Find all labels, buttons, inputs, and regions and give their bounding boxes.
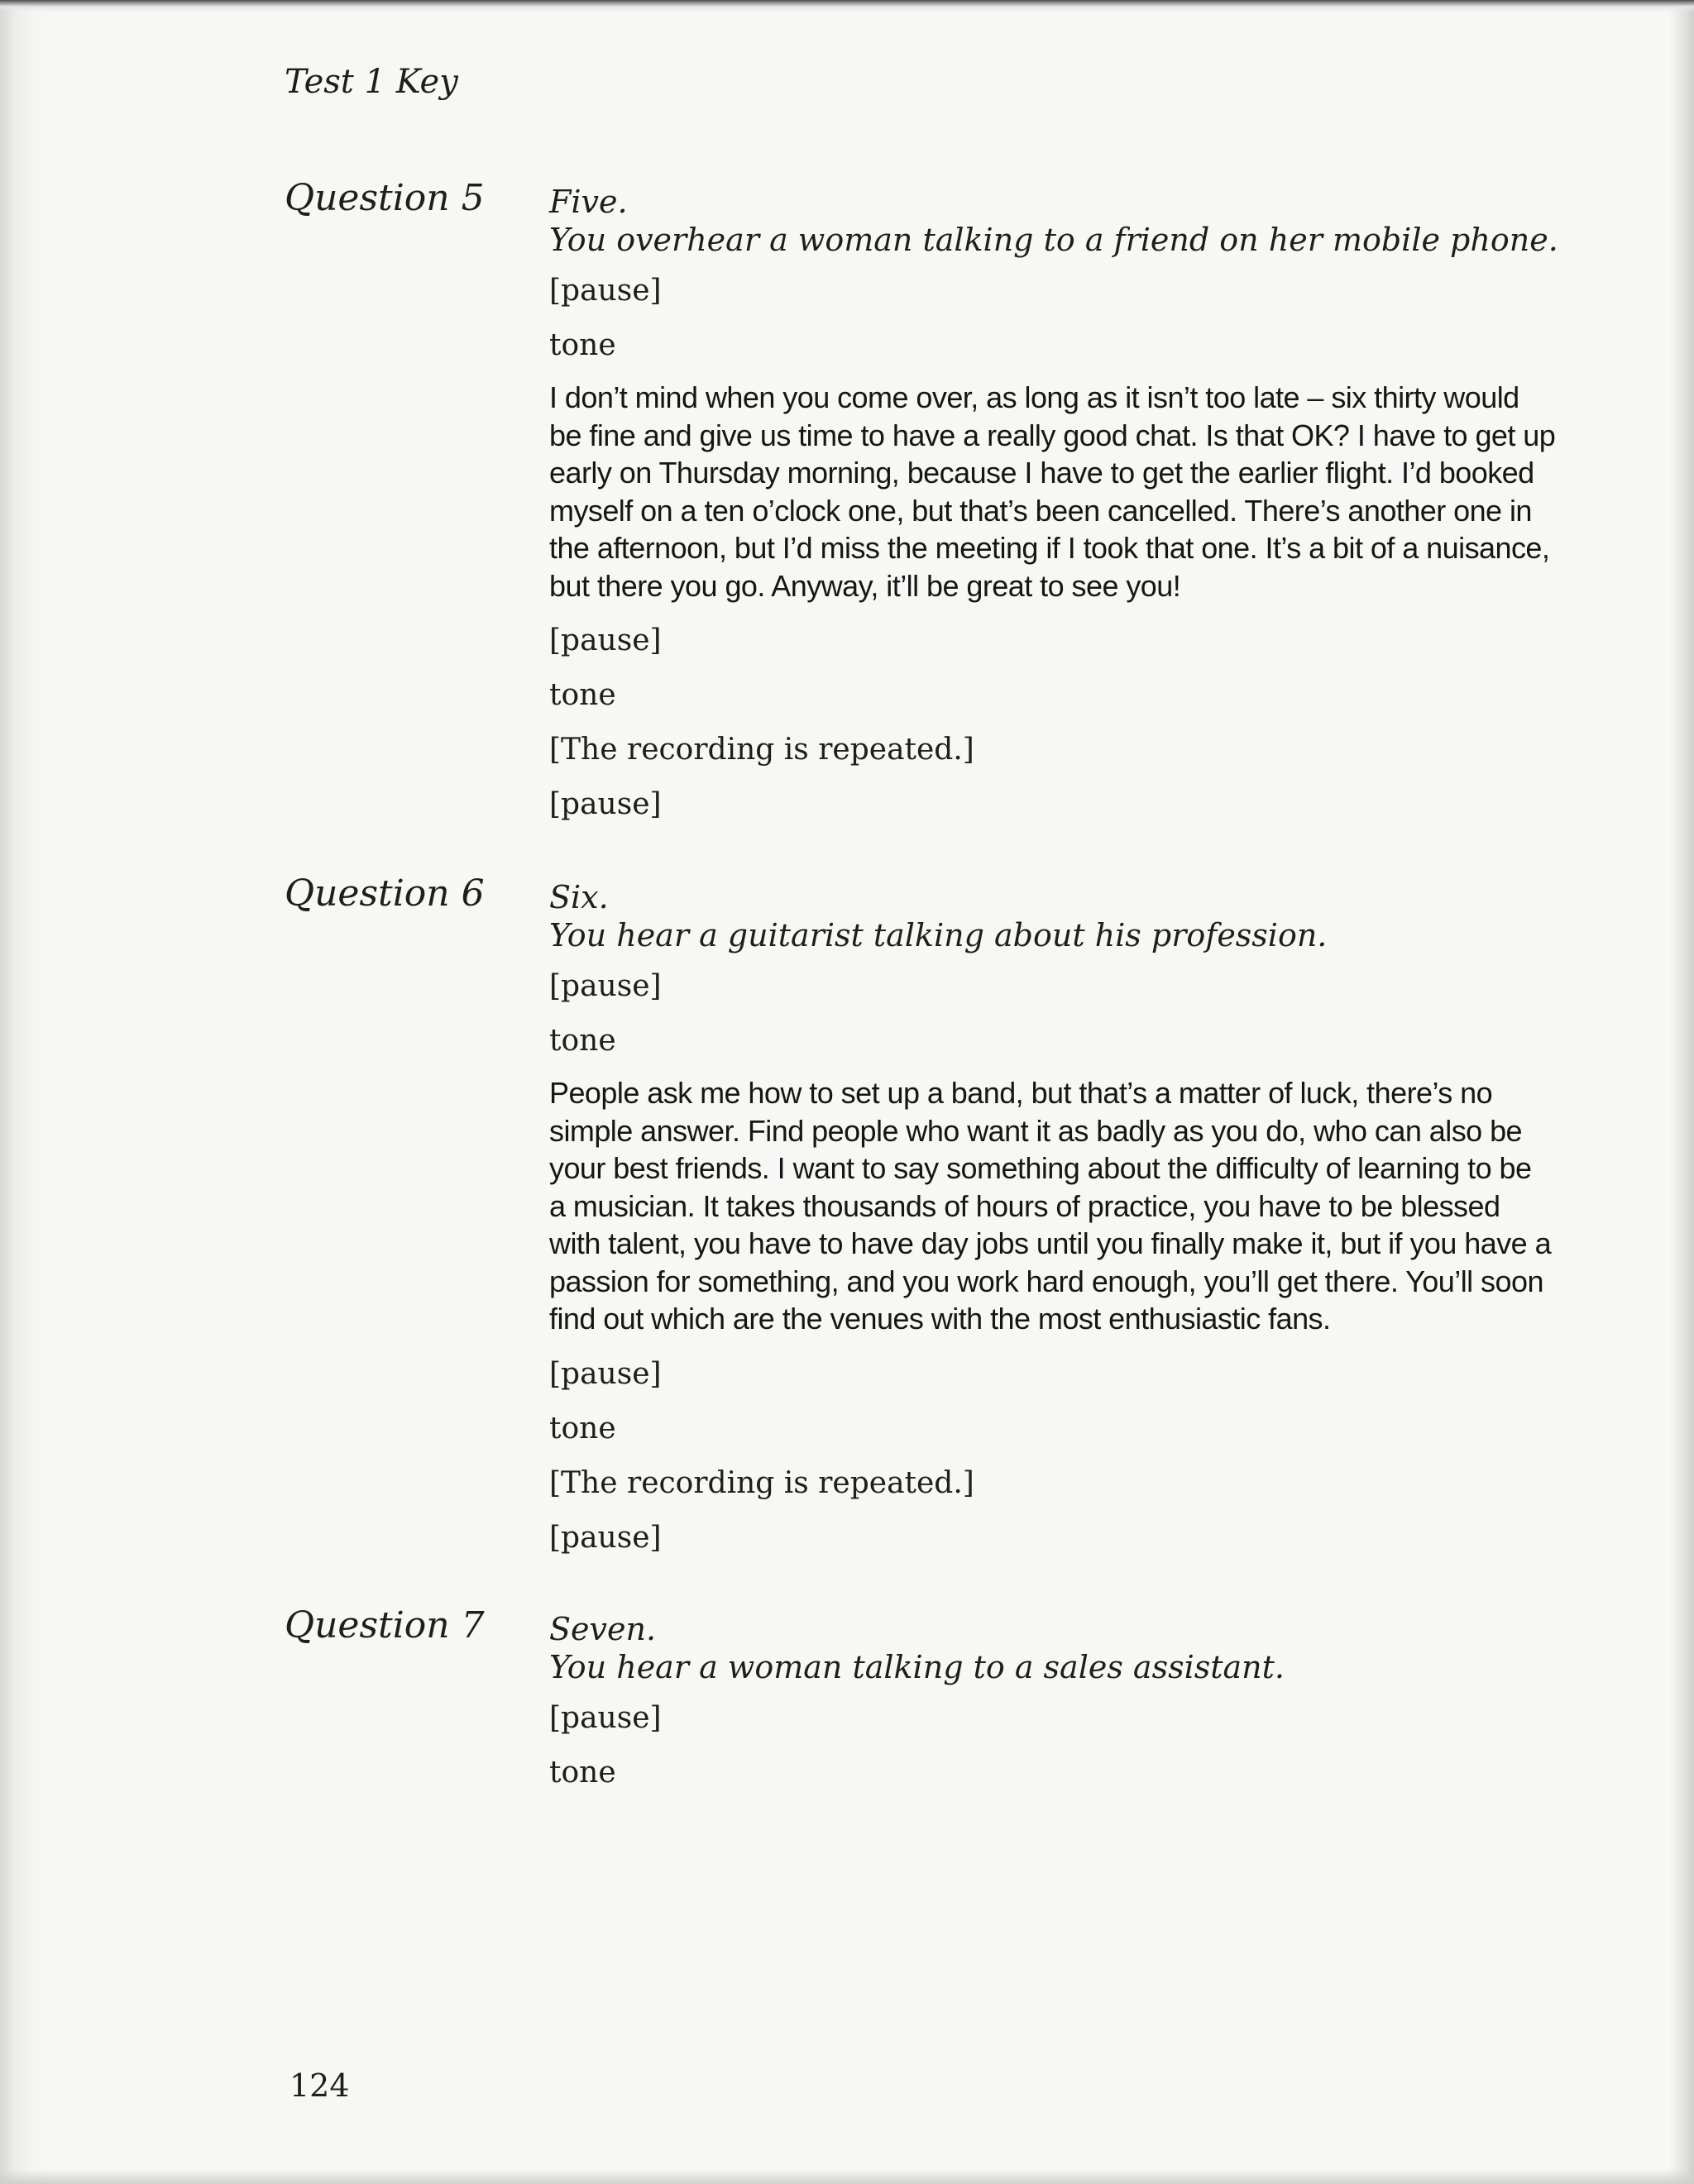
scan-shadow-left <box>0 0 50 2184</box>
question-block <box>549 184 1641 823</box>
scan-shadow-bottom <box>0 2169 1694 2184</box>
question-number-word: Six. <box>549 879 609 915</box>
question-label: Question 5 <box>285 177 485 219</box>
question-label: Question 7 <box>285 1604 485 1646</box>
pause-cue: [pause] <box>549 1701 662 1735</box>
repeat-note: [The recording is repeated.] <box>549 1465 974 1500</box>
question-label: Question 6 <box>285 872 485 915</box>
page-number: 124 <box>290 2067 350 2104</box>
scan-shadow-right <box>1669 0 1694 2184</box>
tone-cue: tone <box>549 1411 616 1446</box>
pause-cue: [pause] <box>549 624 662 657</box>
question-number-word: Five. <box>549 184 628 220</box>
question-number-word: Seven. <box>549 1611 657 1647</box>
question-intro: You hear a guitarist talking about his profession. <box>549 917 1328 953</box>
question-intro: You hear a woman talking to a sales assistant. <box>549 1649 1285 1685</box>
pause-cue: [pause] <box>549 787 662 821</box>
running-header: Test 1 Key <box>285 63 458 101</box>
repeat-note: [The recording is repeated.] <box>549 733 974 767</box>
question-block <box>549 1611 1641 1791</box>
tone-cue: tone <box>549 1756 616 1790</box>
pause-cue: [pause] <box>549 274 662 308</box>
question-block <box>549 879 1641 1556</box>
tone-cue: tone <box>549 1024 616 1058</box>
pause-cue: [pause] <box>549 1356 662 1391</box>
transcript-paragraph: I don’t mind when you come over, as long as it isn’t too late – six thirty would be fine and give us time to have a really good chat. Is that OK? I have to get up early on Thursday morning, because I have to get the earlier flight. I’d booked myself on a ten o’clock one, but that’s been cancelled. There’s another one in the afternoon, but I’d miss the meeting if I took that one. It’s a bit of a nuisance, but there you go. Anyway, it’ll be great to see you! <box>549 380 1556 603</box>
pause-cue: [pause] <box>549 1520 662 1555</box>
transcript-paragraph: People ask me how to set up a band, but that’s a matter of luck, there’s no simple answer. Find people who want it as badly as you do, who can also be your best friends. I want to say something about the difficulty of learning to be a musician. It takes thousands of hours of practice, you have to be blessed with talent, you have to have day jobs until you finally make it, but if you have a passion for something, and you work hard enough, you’ll get there. You’ll soon find out which are the venues with the most enthusiastic fans. <box>549 1076 1552 1336</box>
tone-cue: tone <box>549 328 616 362</box>
tone-cue: tone <box>549 678 616 712</box>
question-intro: You overhear a woman talking to a friend on her mobile phone. <box>549 222 1558 258</box>
pause-cue: [pause] <box>549 969 662 1003</box>
scan-shadow-top <box>0 0 1694 12</box>
